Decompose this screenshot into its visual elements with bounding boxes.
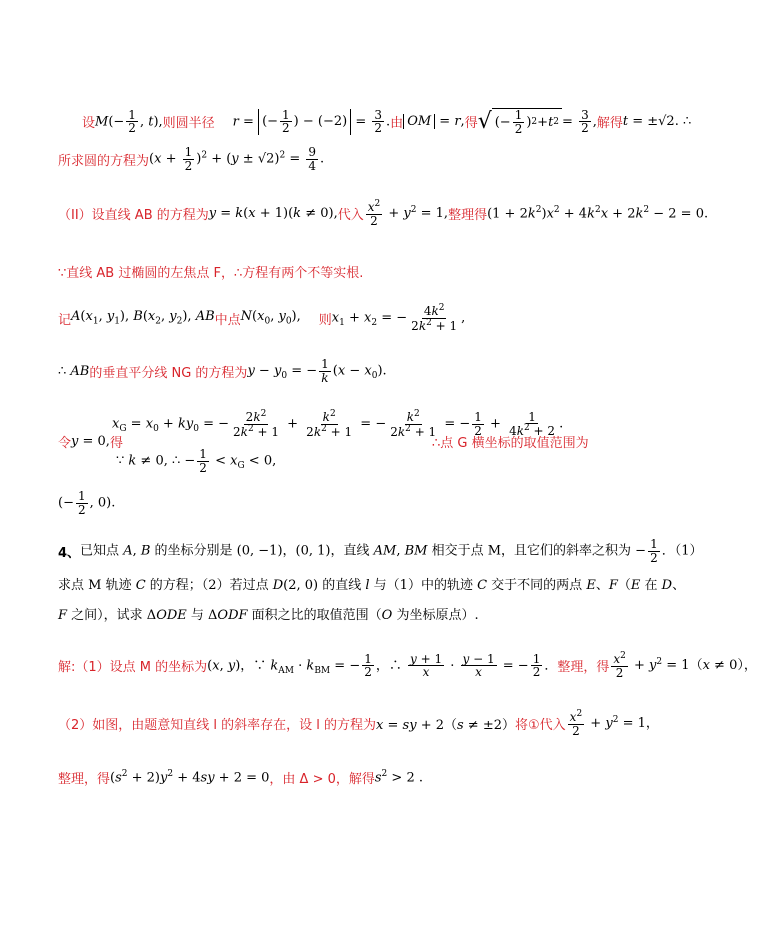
text-sol2: （2）如图，由题意知直线 l 的斜率存在，设 l 的方程为 — [58, 718, 377, 734]
line-radius — [82, 108, 691, 135]
line-sol3 — [58, 768, 423, 787]
text-part2: （II）设直线 AB 的方程为 — [58, 208, 209, 224]
text-because: ∵直线 AB 过椭圆的左焦点 F，∴方程有两个不等实根. — [58, 266, 364, 281]
line-q4-2 — [58, 574, 685, 593]
math-points: $A(x_1$, $y_1$), $B(x_2$, $y_2$), AB — [71, 309, 215, 327]
text-sol2b: 将①代入 — [515, 718, 566, 734]
math-quadratic-s: $(s^2 + 2)y^2 + 4sy + 2 = 0$ — [110, 769, 270, 786]
text-sol1b: 整理，得 — [557, 660, 610, 676]
math-k-cond: ∵ k ≠ 0, ∴ − $\frac{1}{2}$ < $x_G < 0$, — [116, 447, 277, 475]
line-k-cond — [116, 448, 276, 474]
line-q4-1 — [58, 538, 702, 564]
q4-text-2: 求点 M 轨迹 C 的方程；（2）若过点 D(2, 0) 的直线 l 与（1）中的轨迹 C 交于不同的两点 E、F（E 在 D、 — [58, 578, 686, 593]
line-perp-bisector — [58, 358, 387, 384]
q4-number: 4、 — [58, 545, 81, 561]
math-s-range: $s^2 > 2$ . — [374, 769, 423, 786]
math-xG: $x_G = x_0 + ky_0$ = − $\frac{2k^2}{2k^2 + 1}$ + $\frac{k^2}{2k^2 + 1}$ = − $\frac{k^2}{2k^2 + 1}$ = − $\frac{1}{2}$ + $\frac{1}{4k^2 + 2}$ . — [112, 409, 564, 439]
math-sqrt: √ (− $\frac{1}{2}$ ) 2 + t 2 — [478, 108, 562, 135]
text-radius: 则圆半径 — [162, 116, 215, 132]
text-circle-eq: 所求圆的方程为 — [58, 153, 150, 169]
line-G-range — [432, 432, 589, 451]
math-eq-3-2: = $\frac{3}{2}$ , — [562, 107, 597, 136]
text-sol3: 整理，得 — [58, 772, 111, 787]
math-y0: y = 0, — [71, 434, 110, 449]
text-perp: 的垂直平分线 NG 的方程为 — [89, 365, 248, 381]
text-let: 设 — [82, 116, 96, 132]
math-perp-line: $y - y_0$ = − $\frac{1}{k}$ $(x - x_0)$. — [247, 357, 387, 385]
text-denote: 记 — [58, 312, 72, 328]
text-G-range: ∴点 G 横坐标的取值范围为 — [432, 436, 589, 451]
line-q4-3 — [58, 604, 479, 623]
text-substitute: 代入 — [337, 208, 364, 224]
math-range: (− $\frac{1}{2}$ , 0). — [58, 489, 116, 517]
math-OM: OM = r, — [403, 114, 465, 129]
text-let-y0: 令 — [58, 436, 72, 451]
line-circle-equation — [58, 146, 324, 172]
text-get2: 得 — [109, 436, 123, 451]
q4-text-3: F 之间），试求 ΔODE 与 ΔODF 面积之比的取值范围（O 为坐标原点）. — [58, 608, 479, 623]
math-M-coord: (x, y)，∵ $k_{AM} \cdot k_{BM}$ = − $\frac{1}{2}$ ，∴ $\frac{y + 1}{x}$ · $\frac{y - 1}{x}$ = − $\frac{1}{2}$ ． — [207, 651, 558, 680]
math-circle: (x + $\frac{1}{2}$ )$^2 + (y \pm √2)^2$ = $\frac{9}{4}$ . — [149, 145, 325, 173]
text-by: 由 — [390, 116, 404, 132]
math-quadratic: $(1 + 2k^2)x^2 + 4k^2x + 2k^2 - 2 = 0$. — [487, 205, 709, 222]
line-sol1 — [58, 652, 757, 679]
text-sol1: 解:（1）设点 M 的坐标为 — [58, 660, 208, 676]
text-midpoint: 中点 — [214, 312, 241, 328]
text-solve: 解得 — [596, 116, 623, 132]
text-get: 得 — [464, 116, 478, 132]
text-sol3b: ，由 Δ > 0，解得 — [269, 772, 375, 787]
math-ellipse: $\frac{x^2}{2}$ + $y^2 = 1$, — [367, 199, 449, 228]
line-range — [58, 490, 115, 516]
math-sum-roots: $x_1 + x_2$ = − $\frac{4k^2}{2k^2 + 1}$ , — [331, 303, 466, 333]
line-part2 — [58, 200, 708, 227]
math-therefore-AB: ∴ AB — [58, 363, 90, 379]
math-t-solution: t = ±√2. ∴ — [622, 114, 692, 130]
math-line-l: x = sy + 2（s ≠ ±2） — [376, 718, 515, 734]
text-simplify: 整理得 — [448, 208, 488, 224]
q4-text-1: 已知点 A, B 的坐标分别是 (0, −1)，(0, 1)，直线 AM, BM 相交于点 M，且它们的斜率之积为 − $\frac{1}{2}$ ．（1） — [80, 537, 703, 565]
line-because — [58, 262, 363, 281]
line-denote — [58, 304, 465, 332]
math-N: $N(x_0$, $y_0$), — [240, 309, 301, 327]
line-let-y0 — [58, 432, 123, 451]
math-M-point: M(− $\frac{1}{2}$ , t), — [95, 107, 163, 136]
text-then: 则 — [318, 312, 332, 328]
math-ellipse-result: $\frac{x^2}{2}$ + $y^2 = 1(x \ne 0)$， — [613, 651, 757, 680]
math-ellipse2: $\frac{x^2}{2}$ + $y^2 = 1$， — [569, 709, 659, 738]
math-radius: r = (− $\frac{1}{2}$ ) − (−2) = $\frac{3}{2}$ . — [232, 107, 391, 136]
line-sol2 — [58, 710, 659, 737]
math-line-AB: y = k(x + 1)(k ≠ 0), — [208, 206, 338, 222]
